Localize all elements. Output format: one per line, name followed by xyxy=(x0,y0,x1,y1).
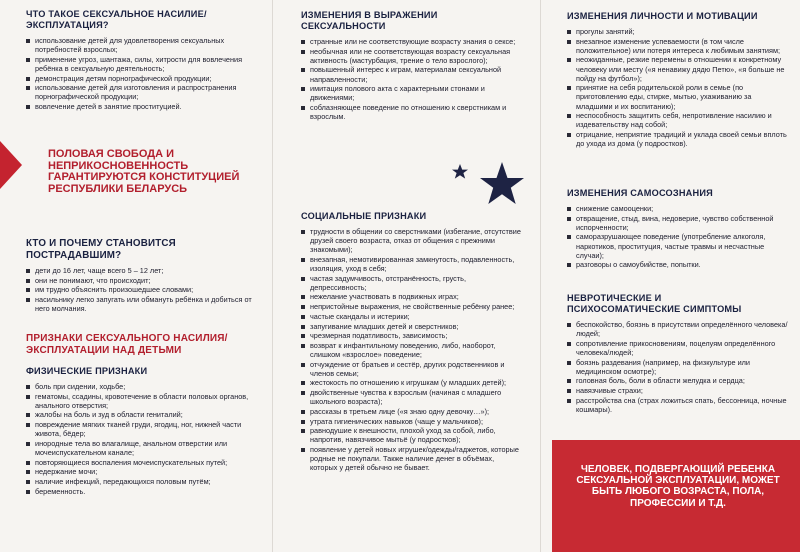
list-item: им трудно объяснить произошедшее словами; xyxy=(26,285,256,294)
section-title-sexuality: ИЗМЕНЕНИЯ В ВЫРАЖЕНИИ СЕКСУАЛЬНОСТИ xyxy=(301,10,438,31)
large-star-icon xyxy=(480,162,524,204)
list-item: сопротивление прикосновениям, поцелуям определённого человека/людей; xyxy=(567,339,789,357)
list-personality xyxy=(567,27,789,148)
list-item: внезапное изменение успеваемости (в том числе положительное) или потеря интереса к любимым занятиям; xyxy=(567,37,789,55)
list-who xyxy=(26,266,256,313)
list-item: недержание мочи; xyxy=(26,467,256,476)
list-item: непристойные выражения, не свойственные ребёнку ранее; xyxy=(301,302,521,311)
list-item: неспособность защитить себя, непротивление насилию и издевательству над собой; xyxy=(567,111,789,129)
list-item: боязнь раздевания (например, на физкультуре или медицинском осмотре); xyxy=(567,358,789,376)
list-self-awareness xyxy=(567,204,789,269)
list-item: демонстрация детям порнографической продукции; xyxy=(26,74,256,83)
list-item: утрата гигиенических навыков (чаще у мальчиков); xyxy=(301,417,521,426)
list-item: снижение самооценки; xyxy=(567,204,789,213)
list-item: навязчивые страхи; xyxy=(567,386,789,395)
list-social xyxy=(301,227,521,472)
list-item: возврат к инфантильному поведению, либо, наоборот, слишком «взрослое» поведение; xyxy=(301,341,521,359)
list-item: саморазрушающее поведение (употребление алкоголя, наркотиков, проституция, частые травмы и несчастные случаи); xyxy=(567,232,789,259)
list-item: запугивание младших детей и сверстников; xyxy=(301,322,521,331)
list-item: прогулы занятий; xyxy=(567,27,789,36)
section-title-what-is: ЧТО ТАКОЕ СЕКСУАЛЬНОЕ НАСИЛИЕ/ЭКСПЛУАТАЦИЯ? xyxy=(26,9,207,30)
callout-text: ЧЕЛОВЕК, ПОДВЕРГАЮЩИЙ РЕБЕНКА СЕКСУАЛЬНОЙ ЭКСПЛУАТАЦИИ, МОЖЕТ БЫТЬ ЛЮБОГО ВОЗРАСТА, ПОЛА, ПРОФЕССИИ И Т.Д. xyxy=(576,464,780,509)
list-item: повышенный интерес к играм, материалам сексуальной направленности; xyxy=(301,65,521,83)
list-item: гематомы, ссадины, кровотечение в области половых органов, анального отверстия; xyxy=(26,392,256,410)
section-title-personality: ИЗМЕНЕНИЯ ЛИЧНОСТИ И МОТИВАЦИИ xyxy=(567,11,758,21)
small-star-icon xyxy=(452,164,468,179)
list-item: странные или не соответствующие возрасту знания о сексе; xyxy=(301,37,521,46)
list-item: применение угроз, шантажа, силы, хитрости для вовлечения ребёнка в сексуальную деятельность; xyxy=(26,55,256,73)
list-item: трудности в общении со сверстниками (избегание, отсутствие друзей своего возраста, отказ от общения с прежними знакомыми); xyxy=(301,227,521,254)
slogan-text: ПОЛОВАЯ СВОБОДА И НЕПРИКОСНОВЕННОСТЬ ГАРАНТИРУЮТСЯ КОНСТИТУЦИЕЙ РЕСПУБЛИКИ БЕЛАРУСЬ xyxy=(48,148,240,195)
list-item: насильнику легко запугать или обмануть ребёнка и добиться от него молчания. xyxy=(26,295,256,313)
list-item: чрезмерная податливость, зависимость; xyxy=(301,331,521,340)
list-item: имитация полового акта с характерными стонами и движениями; xyxy=(301,84,521,102)
section-title-self-awareness: ИЗМЕНЕНИЯ САМОСОЗНАНИЯ xyxy=(567,188,713,198)
red-chevron-icon xyxy=(0,141,22,189)
slogan-band xyxy=(0,141,272,211)
list-item: расстройства сна (страх ложиться спать, бессонница, ночные кошмары). xyxy=(567,396,789,414)
list-item: они не понимают, что происходит; xyxy=(26,276,256,285)
list-physical xyxy=(26,382,256,496)
list-item: использование детей для удовлетворения сексуальных потребностей взрослых; xyxy=(26,36,256,54)
list-item: отчуждение от братьев и сестёр, других родственников и членов семьи; xyxy=(301,360,521,378)
list-item: инородные тела во влагалище, анальном отверстии или мочеиспускательном канале; xyxy=(26,439,256,457)
list-item: частые скандалы и истерики; xyxy=(301,312,521,321)
list-item: наличие инфекций, передающихся половым путём; xyxy=(26,477,256,486)
list-item: отвращение, стыд, вина, недоверие, чувство собственной испорченности; xyxy=(567,214,789,232)
list-item: необычная или не соответствующая возрасту сексуальная активность (мастурбация, трение о тело взрослого); xyxy=(301,47,521,65)
list-item: соблазняющее поведение по отношению к сверстникам и взрослым. xyxy=(301,103,521,121)
section-title-social: СОЦИАЛЬНЫЕ ПРИЗНАКИ xyxy=(301,211,427,221)
section-title-neurotic: НЕВРОТИЧЕСКИЕ И ПСИХОСОМАТИЧЕСКИЕ СИМПТОМЫ xyxy=(567,293,742,314)
list-item: принятие на себя родительской роли в семье (по приготовлению еды, стирке, мытью, ухаживанию за младшими и их воспитанию); xyxy=(567,83,789,110)
middle-panel xyxy=(272,0,540,552)
list-item: боль при сидении, ходьбе; xyxy=(26,382,256,391)
list-item: появление у детей новых игрушек/одежды/гаджетов, которые родные не покупали. Также наличие денег в объёмах, которых у детей обычно не бывает. xyxy=(301,445,521,472)
list-item: рассказы в третьем лице («я знаю одну девочку…»); xyxy=(301,407,521,416)
list-sexuality xyxy=(301,37,521,121)
left-panel xyxy=(0,0,272,552)
section-title-physical: ФИЗИЧЕСКИЕ ПРИЗНАКИ xyxy=(26,366,148,376)
list-what-is xyxy=(26,36,256,111)
list-item: беспокойство, боязнь в присутствии определённого человека/людей; xyxy=(567,320,789,338)
list-item: равнодушие к внешности, плохой уход за собой, либо, напротив, навязчивое мытьё (у подростков); xyxy=(301,426,521,444)
list-item: повторяющиеся воспаления мочеиспускательных путей; xyxy=(26,458,256,467)
list-item: разговоры о самоубийстве, попытки. xyxy=(567,260,789,269)
list-item: жестокость по отношению к игрушкам (у младших детей); xyxy=(301,378,521,387)
list-item: неожиданные, резкие перемены в отношении к конкретному человеку или месту («я ненавижу дядю Петю», «я больше не пойду на футбол»); xyxy=(567,55,789,82)
list-item: вовлечение детей в занятие проституцией. xyxy=(26,102,256,111)
list-item: отрицание, неприятие традиций и уклада своей семьи вплоть до ухода из дома (у подростков). xyxy=(567,130,789,148)
callout-box xyxy=(552,440,800,552)
list-item: головная боль, боли в области желудка и сердца; xyxy=(567,376,789,385)
list-neurotic xyxy=(567,320,789,414)
list-item: нежелание участвовать в подвижных играх; xyxy=(301,292,521,301)
list-item: жалобы на боль и зуд в области гениталий; xyxy=(26,410,256,419)
decorative-stars-icon xyxy=(440,150,540,220)
section-title-signs: ПРИЗНАКИ СЕКСУАЛЬНОГО НАСИЛИЯ/ЭКСПЛУАТАЦИИ НАД ДЕТЬМИ xyxy=(26,333,228,356)
list-item: повреждение мягких тканей груди, ягодиц, ног, нижней части живота, бёдер; xyxy=(26,420,256,438)
list-item: дети до 16 лет, чаще всего 5 – 12 лет; xyxy=(26,266,256,275)
list-item: беременность. xyxy=(26,487,256,496)
list-item: двойственные чувства к взрослым (начиная с младшего школьного возраста); xyxy=(301,388,521,406)
list-item: внезапная, немотивированная замкнутость, подавленность, изоляция, уход в себя; xyxy=(301,255,521,273)
list-item: использование детей для изготовления и распространения порнографической продукции; xyxy=(26,83,256,101)
section-title-who: КТО И ПОЧЕМУ СТАНОВИТСЯ ПОСТРАДАВШИМ? xyxy=(26,238,176,261)
list-item: частая задумчивость, отстранённость, грусть, депрессивность; xyxy=(301,274,521,292)
